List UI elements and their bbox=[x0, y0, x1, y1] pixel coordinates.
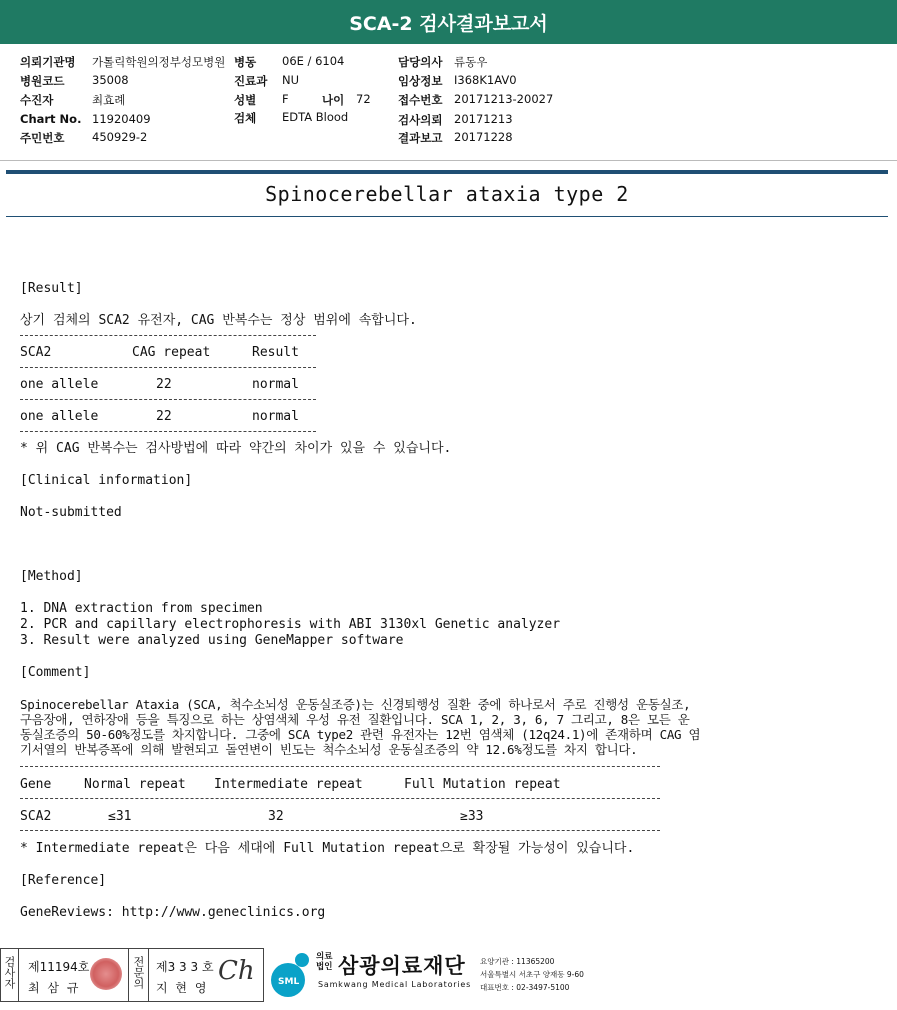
specialist-label bbox=[131, 956, 145, 989]
result-row-result: normal bbox=[252, 409, 299, 424]
institution-value: 가톨릭학원의정부성모병원 bbox=[92, 55, 226, 69]
repeat-row-normal: ≤31 bbox=[108, 809, 132, 824]
patient-value: 최효례 bbox=[92, 93, 126, 107]
signature-divider bbox=[18, 948, 19, 1002]
comment-line: 구음장애, 연하장애 등을 특징으로 하는 상염색체 우성 유전 질환입니다. SCA 1, 2, 3, 6, 7 그리고, 8은 모든 운 bbox=[20, 712, 690, 727]
sex-value: F bbox=[282, 92, 289, 106]
age-value: 72 bbox=[356, 92, 371, 106]
dept-label: 진료과 bbox=[234, 74, 268, 88]
result-row-cag: 22 bbox=[156, 409, 172, 424]
repeat-row-gene: SCA2 bbox=[20, 809, 52, 824]
ward-label: 병동 bbox=[234, 55, 257, 69]
result-table-rule-mid bbox=[20, 399, 316, 400]
repeat-col-intermediate: Intermediate repeat bbox=[214, 777, 363, 792]
org-phone: 대표번호 : 02-3497-5100 bbox=[480, 983, 570, 992]
examiner-number: 제11194호 bbox=[28, 960, 90, 974]
doctor-label: 담당의사 bbox=[398, 55, 443, 69]
specialist-number: 제3 3 3 호 bbox=[156, 960, 214, 974]
chart-value: 11920409 bbox=[92, 112, 151, 126]
repeat-col-gene: Gene bbox=[20, 777, 52, 792]
result-col-result: Result bbox=[252, 345, 299, 360]
institution-label: 의뢰기관명 bbox=[20, 55, 76, 69]
method-heading: [Method] bbox=[20, 569, 83, 584]
specialist-name: 지 현 영 bbox=[156, 981, 209, 995]
examiner-name: 최 삼 규 bbox=[28, 981, 81, 995]
reference-text: GeneReviews: http://www.geneclinics.org bbox=[20, 905, 326, 920]
result-table-rule-header bbox=[20, 367, 316, 368]
reception-label: 접수번호 bbox=[398, 93, 443, 107]
repeat-row-intermediate: 32 bbox=[268, 809, 284, 824]
repeat-table-rule-header bbox=[20, 798, 660, 799]
report-date-label: 결과보고 bbox=[398, 131, 443, 145]
result-note: * 위 CAG 반복수는 검사방법에 따라 약간의 차이가 있을 수 있습니다. bbox=[20, 441, 452, 456]
comment-line: Spinocerebellar Ataxia (SCA, 척수소뇌성 운동실조증)는 신경퇴행성 질환 중에 하나로서 주로 진행성 운동실조, bbox=[20, 697, 691, 712]
report-banner-title: SCA-2 검사결과보고서 bbox=[349, 12, 548, 35]
repeat-table-rule-top bbox=[20, 766, 660, 767]
org-name: 삼광의료재단 bbox=[338, 954, 466, 978]
specimen-label: 검체 bbox=[234, 111, 257, 125]
result-col-cag: CAG repeat bbox=[132, 345, 211, 360]
title-top-rule bbox=[6, 170, 888, 174]
hospital-code-label: 병원코드 bbox=[20, 74, 65, 88]
org-prefix-line2: 법인 bbox=[316, 962, 333, 972]
age-label: 나이 bbox=[322, 93, 345, 107]
result-col-gene: SCA2 bbox=[20, 345, 52, 360]
logo-text: SML bbox=[278, 977, 300, 987]
ward-value: 06E / 6104 bbox=[282, 54, 345, 68]
comment-line: 동실조증의 50-60%정도를 차지합니다. 그중에 SCA type2 관련 유전자는 12번 염색체 (12q24.1)에 존재하며 CAG 염 bbox=[20, 727, 701, 742]
hospital-code-value: 35008 bbox=[92, 73, 129, 87]
report-banner bbox=[0, 0, 897, 44]
title-bottom-rule bbox=[6, 216, 888, 217]
result-row-allele: one allele bbox=[20, 409, 99, 424]
clinical-heading: [Clinical information] bbox=[20, 473, 193, 488]
repeat-col-normal: Normal repeat bbox=[84, 777, 186, 792]
patient-info bbox=[0, 50, 897, 155]
comment-note: * Intermediate repeat은 다음 세대에 Full Mutation repeat으로 확장될 가능성이 있습니다. bbox=[20, 841, 635, 856]
id-value: 450929-2 bbox=[92, 130, 148, 144]
signature-divider bbox=[148, 948, 149, 1002]
specimen-value: EDTA Blood bbox=[282, 110, 349, 124]
comment-heading: [Comment] bbox=[20, 665, 91, 680]
report-title: Spinocerebellar ataxia type 2 bbox=[265, 182, 629, 206]
org-english-name: Samkwang Medical Laboratories bbox=[318, 980, 472, 989]
clinical-text: Not-submitted bbox=[20, 505, 122, 520]
repeat-table-rule-bottom bbox=[20, 830, 660, 831]
reference-heading: [Reference] bbox=[20, 873, 107, 888]
dept-value: NU bbox=[282, 73, 300, 87]
result-row-allele: one allele bbox=[20, 377, 99, 392]
result-table-rule-top bbox=[20, 335, 316, 336]
report-date-value: 20171228 bbox=[454, 130, 513, 144]
examiner-label bbox=[2, 956, 16, 989]
doctor-value: 류동우 bbox=[454, 55, 488, 69]
sex-label: 성별 bbox=[234, 93, 257, 107]
repeat-col-full: Full Mutation repeat bbox=[404, 777, 561, 792]
seal-stamp bbox=[90, 958, 122, 990]
result-table-rule-bottom bbox=[20, 431, 316, 432]
method-item: 3. Result were analyzed using GeneMapper software bbox=[20, 633, 404, 648]
result-row-result: normal bbox=[252, 377, 299, 392]
signature: Ch bbox=[218, 956, 255, 986]
patient-label: 수진자 bbox=[20, 93, 54, 107]
reception-value: 20171213-20027 bbox=[454, 92, 554, 106]
result-row-cag: 22 bbox=[156, 377, 172, 392]
result-summary: 상기 검체의 SCA2 유전자, CAG 반복수는 정상 범위에 속합니다. bbox=[20, 313, 417, 328]
result-heading: [Result] bbox=[20, 281, 83, 296]
footer bbox=[0, 948, 897, 1010]
request-label: 검사의뢰 bbox=[398, 113, 443, 127]
request-value: 20171213 bbox=[454, 112, 513, 126]
chart-label: Chart No. bbox=[20, 112, 82, 126]
id-label: 주민번호 bbox=[20, 131, 65, 145]
method-item: 1. DNA extraction from specimen bbox=[20, 601, 263, 616]
clinical-value: I368K1AV0 bbox=[454, 73, 517, 87]
org-prefix-line1: 의료 bbox=[316, 952, 333, 962]
specialist-label-text: 전문의 bbox=[132, 956, 145, 989]
comment-line: 기서열의 반복증폭에 의해 발현되고 돌연변이 빈도는 척수소뇌성 운동실조증의 약 12.6%정도를 차지 합니다. bbox=[20, 742, 638, 757]
org-prefix bbox=[316, 952, 332, 972]
org-code: 요양기관 : 11365200 bbox=[480, 957, 555, 966]
logo-dot bbox=[295, 953, 309, 967]
repeat-row-full: ≥33 bbox=[460, 809, 484, 824]
sml-logo-icon bbox=[268, 950, 316, 1000]
org-address: 서울특별시 서초구 양재동 9-60 bbox=[480, 970, 584, 979]
signature-divider bbox=[128, 948, 129, 1002]
examiner-label-text: 검사자 bbox=[3, 956, 16, 989]
method-item: 2. PCR and capillary electrophoresis with ABI 3130xl Genetic analyzer bbox=[20, 617, 561, 632]
clinical-label: 임상정보 bbox=[398, 74, 443, 88]
header-divider bbox=[0, 160, 897, 161]
